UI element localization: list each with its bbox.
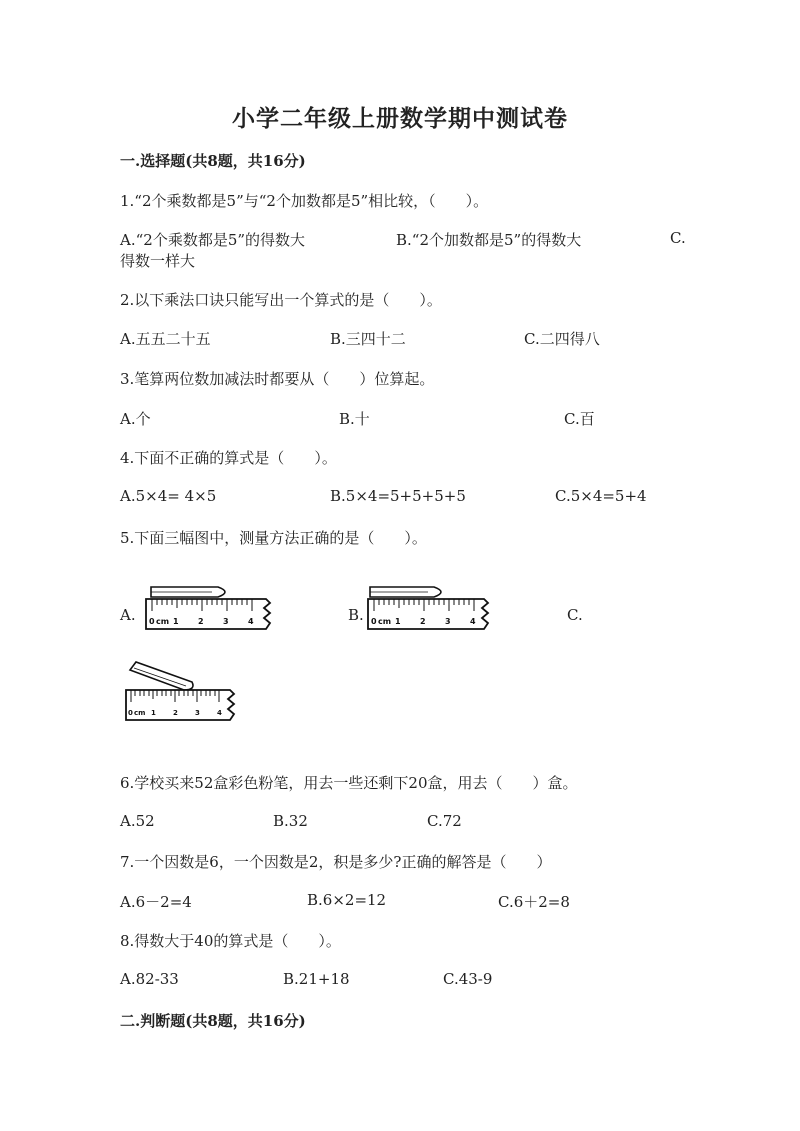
ruler-b-unit: cm [378, 617, 392, 626]
q7-option-b[interactable]: B.6×2=12 [307, 891, 387, 909]
ruler-c-tick-3: 3 [195, 709, 200, 717]
question-2: 2.以下乘法口诀只能写出一个算式的是（ ）。 [120, 291, 442, 309]
ruler-b-tick-0: 0 [371, 617, 377, 626]
q3-option-b[interactable]: B.十 [339, 410, 370, 428]
q5-option-a[interactable]: A. [120, 606, 136, 624]
q5-option-c[interactable]: C. [567, 606, 583, 624]
q1-option-c-text: 得数一样大 [120, 252, 196, 270]
q8-option-c[interactable]: C.43-9 [443, 970, 493, 988]
ruler-b-tick-4: 4 [470, 617, 476, 626]
ruler-a-tick-3: 3 [223, 617, 229, 626]
ruler-a-tick-0: 0 [149, 617, 155, 626]
ruler-c-unit: cm [134, 709, 146, 717]
ruler-a-tick-1: 1 [173, 617, 179, 626]
ruler-c-tick-0: 0 [128, 709, 133, 717]
question-4: 4.下面不正确的算式是（ ）。 [120, 449, 337, 467]
ruler-a-unit: cm [156, 617, 170, 626]
q2-option-a[interactable]: A.五五二十五 [120, 330, 211, 348]
ruler-c-tick-2: 2 [173, 709, 178, 717]
q2-option-c[interactable]: C.二四得八 [524, 330, 600, 348]
q1-option-c[interactable]: C. [670, 229, 686, 247]
ruler-b-tick-1: 1 [395, 617, 401, 626]
q4-option-c[interactable]: C.5×4=5+4 [555, 487, 647, 505]
page-title: 小学二年级上册数学期中测试卷 [232, 105, 568, 132]
q4-option-a[interactable]: A.5×4= 4×5 [120, 487, 217, 505]
q2-option-b[interactable]: B.三四十二 [330, 330, 406, 348]
q8-option-a[interactable]: A.82-33 [120, 970, 179, 988]
ruler-c-tick-4: 4 [217, 709, 222, 717]
ruler-b-tick-2: 2 [420, 617, 426, 626]
ruler-figure-a [140, 583, 276, 639]
q7-option-a[interactable]: A.6－2=4 [120, 893, 192, 911]
q8-option-b[interactable]: B.21+18 [283, 970, 350, 988]
question-7: 7.一个因数是6，一个因数是2，积是多少?正确的解答是（ ） [120, 853, 552, 871]
q6-option-c[interactable]: C.72 [427, 812, 462, 830]
section-heading-judgment: 二.判断题(共8题，共16分) [120, 1012, 306, 1030]
q6-option-a[interactable]: A.52 [120, 812, 155, 830]
q1-option-b[interactable]: B.“2个加数都是5”的得数大 [396, 231, 582, 249]
q3-option-c[interactable]: C.百 [564, 410, 595, 428]
q4-option-b[interactable]: B.5×4=5+5+5+5 [330, 487, 466, 505]
ruler-c-tick-1: 1 [151, 709, 156, 717]
question-8: 8.得数大于40的算式是（ ）。 [120, 932, 341, 950]
q6-option-b[interactable]: B.32 [273, 812, 308, 830]
question-6: 6.学校买来52盒彩色粉笔，用去一些还剩下20盒，用去（ ）盒。 [120, 774, 578, 792]
ruler-a-tick-4: 4 [248, 617, 254, 626]
ruler-drawing-a [140, 583, 276, 639]
ruler-figure-b [364, 583, 494, 639]
q7-option-c[interactable]: C.6＋2=8 [498, 893, 570, 911]
ruler-drawing-b [364, 583, 494, 639]
question-5: 5.下面三幅图中，测量方法正确的是（ ）。 [120, 529, 427, 547]
question-1: 1.“2个乘数都是5”与“2个加数都是5”相比较，（ ）。 [120, 192, 489, 210]
ruler-figure-c [122, 660, 242, 730]
ruler-b-tick-3: 3 [445, 617, 451, 626]
ruler-a-tick-2: 2 [198, 617, 204, 626]
question-3: 3.笔算两位数加减法时都要从（ ）位算起。 [120, 370, 435, 388]
ruler-drawing-c [122, 660, 242, 730]
q5-option-b[interactable]: B. [348, 606, 364, 624]
q1-option-a[interactable]: A.“2个乘数都是5”的得数大 [120, 231, 306, 249]
q3-option-a[interactable]: A.个 [120, 410, 151, 428]
section-heading-choice: 一.选择题(共8题，共16分) [120, 152, 306, 170]
